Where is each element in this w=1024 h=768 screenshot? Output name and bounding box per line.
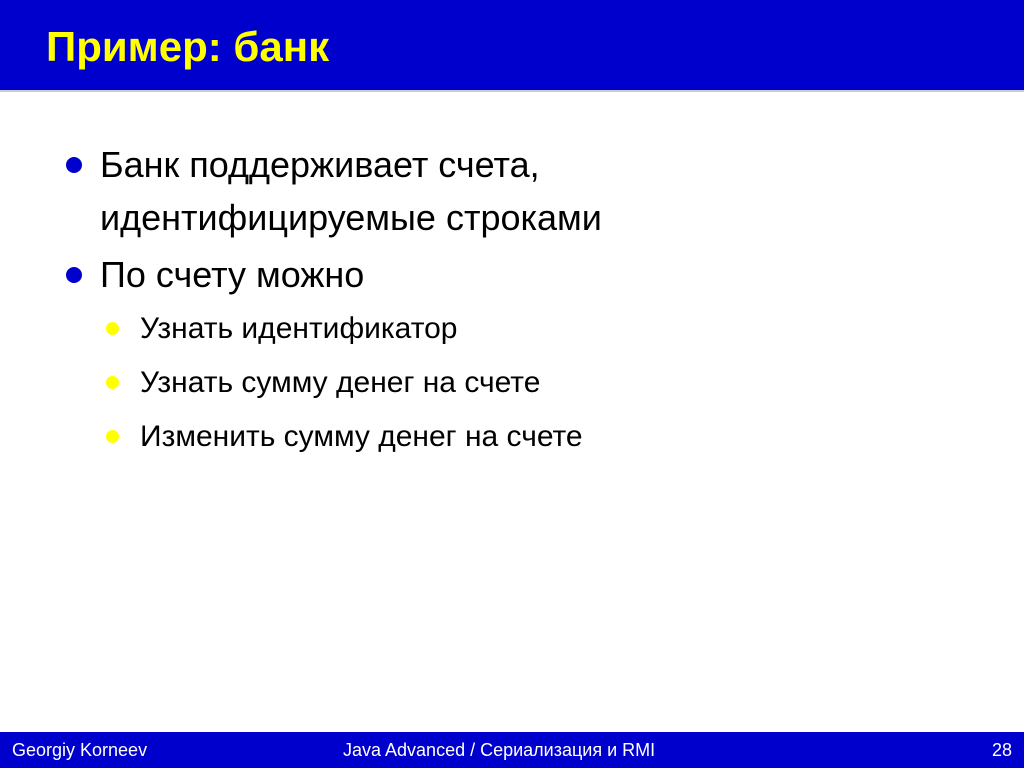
- sub-bullet-dot-icon: [106, 322, 119, 335]
- bullet-text-line: идентифицируемые строками: [100, 197, 602, 238]
- sub-bullet-text: Изменить сумму денег на счете: [140, 420, 583, 453]
- sub-bullet-text: Узнать идентификатор: [140, 312, 458, 345]
- footer-course: Java Advanced / Сериализация и RMI: [343, 740, 656, 760]
- bullet-dot-icon: [66, 157, 82, 173]
- bullet-item: [100, 138, 602, 244]
- sub-bullet-dot-icon: [106, 376, 119, 389]
- sub-bullet-item: [140, 363, 540, 403]
- bullet-dot-icon: [66, 267, 82, 283]
- bullet-text-line: Банк поддерживает счета,: [100, 144, 540, 185]
- bullet-text-line: По счету можно: [100, 254, 365, 295]
- sub-bullet-dot-icon: [106, 430, 119, 443]
- bullet-item: [100, 248, 364, 301]
- footer-author: Georgiy Korneev: [12, 740, 148, 760]
- slide-title: Пример: банк: [46, 23, 330, 70]
- sub-bullet-item: [140, 417, 583, 457]
- sub-bullet-item: [140, 309, 457, 349]
- page-number: 28: [991, 740, 1012, 760]
- slide-footer: [0, 732, 1024, 768]
- sub-bullet-text: Узнать сумму денег на счете: [140, 366, 541, 399]
